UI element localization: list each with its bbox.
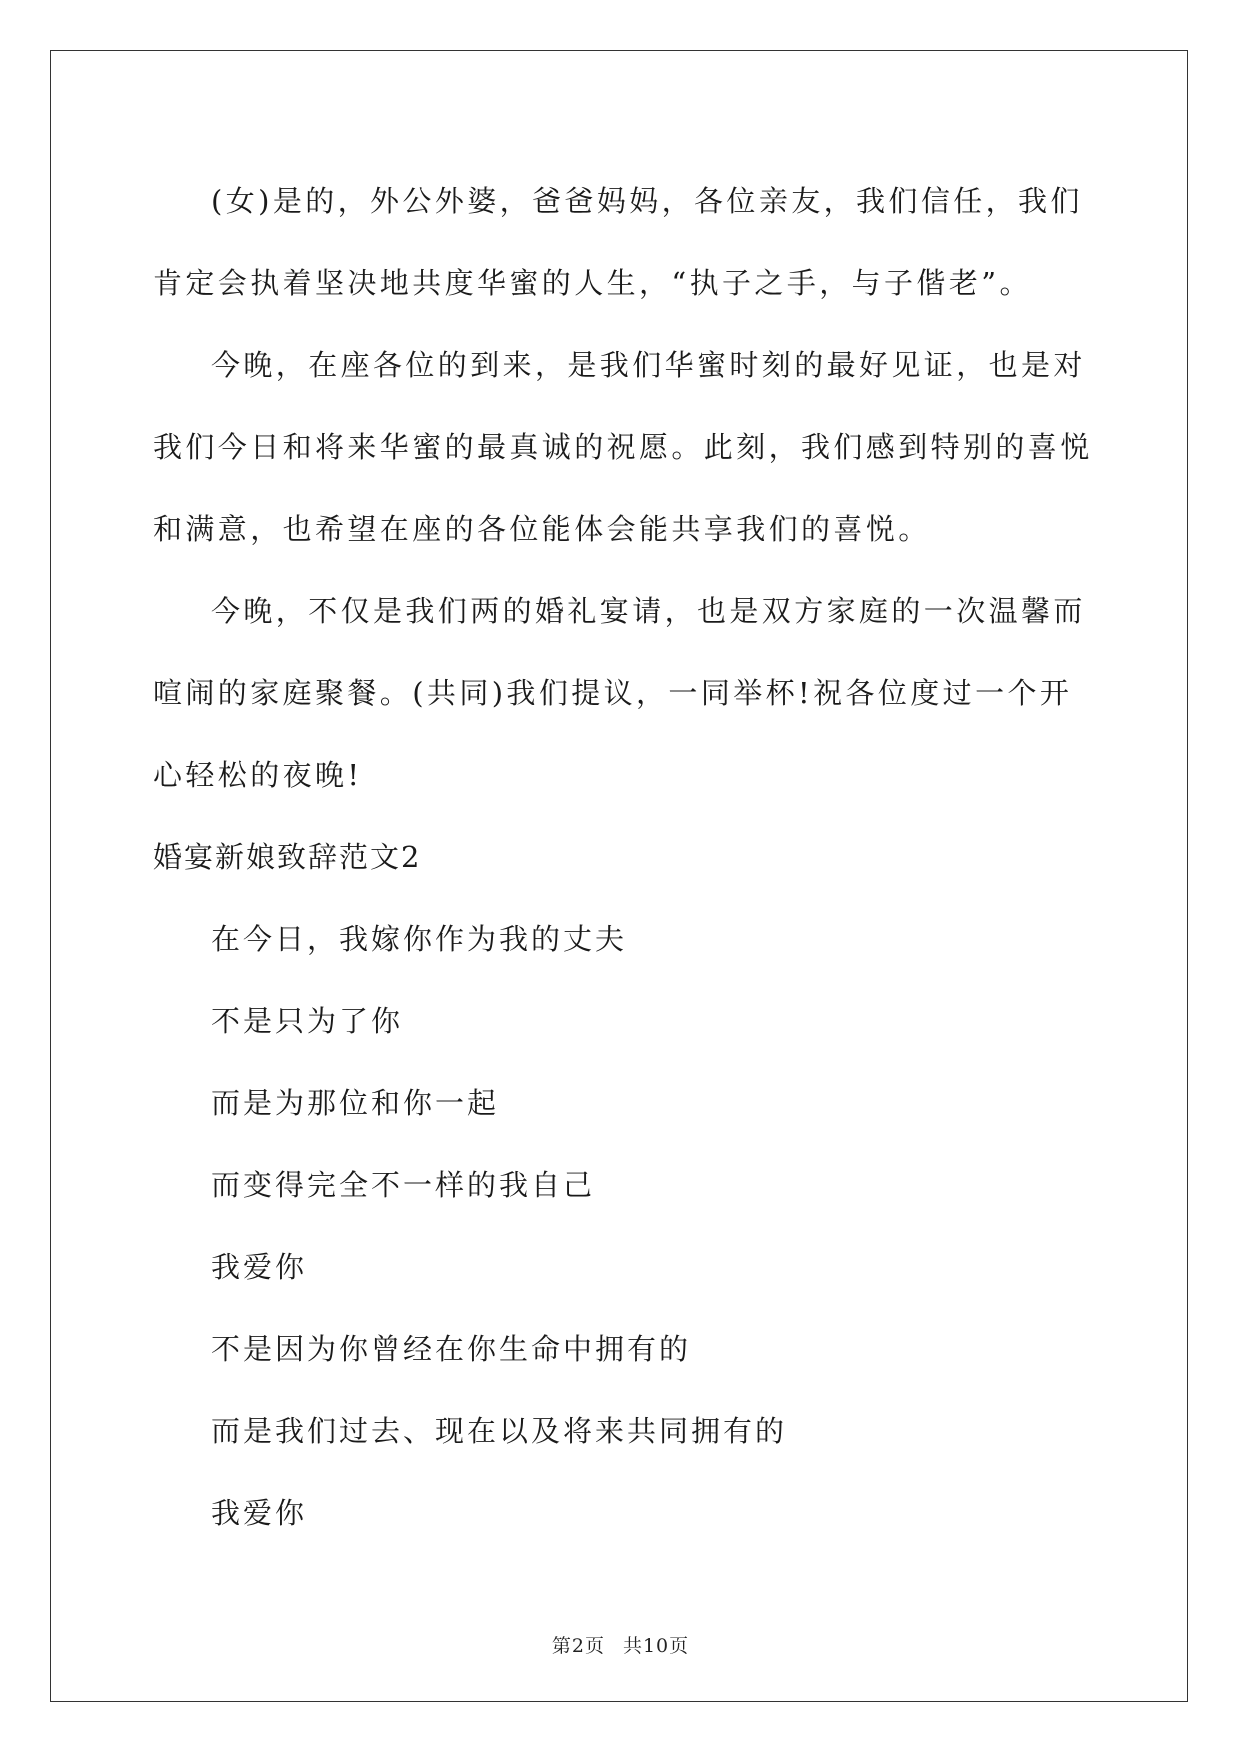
poem-line: 而变得完全不一样的我自己 — [211, 1168, 596, 1202]
poem-line: 我爱你 — [211, 1250, 308, 1284]
page-total: 共10页 — [622, 1635, 690, 1657]
poem-line: 不是因为你曾经在你生命中拥有的 — [211, 1332, 692, 1366]
paragraph: (女)是的，外公外婆，爸爸妈妈，各位亲友，我们信任，我们肯定会执着坚决地共度华蜜的人生，“执子之手，与子偕老”。 — [153, 184, 1083, 300]
document-body — [153, 160, 1095, 1554]
poem-line: 在今日，我嫁你作为我的丈夫 — [211, 922, 628, 956]
section-heading: 婚宴新娘致辞范文2 — [153, 840, 422, 874]
poem-line: 而是我们过去、现在以及将来共同拥有的 — [211, 1414, 788, 1448]
page-number: 第2页 — [551, 1635, 605, 1657]
poem-line: 我爱你 — [211, 1496, 308, 1530]
poem-line: 不是只为了你 — [211, 1004, 404, 1038]
paragraph: 今晚，不仅是我们两的婚礼宴请，也是双方家庭的一次温馨而喧闹的家庭聚餐。(共同)我们提议，一同举杯!祝各位度过一个开心轻松的夜晚! — [153, 594, 1086, 792]
paragraph: 今晚，在座各位的到来，是我们华蜜时刻的最好见证，也是对我们今日和将来华蜜的最真诚的祝愿。此刻，我们感到特别的喜悦和满意，也希望在座的各位能体会能共享我们的喜悦。 — [153, 348, 1093, 546]
poem-line: 而是为那位和你一起 — [211, 1086, 500, 1120]
page-footer — [0, 1631, 1241, 1658]
